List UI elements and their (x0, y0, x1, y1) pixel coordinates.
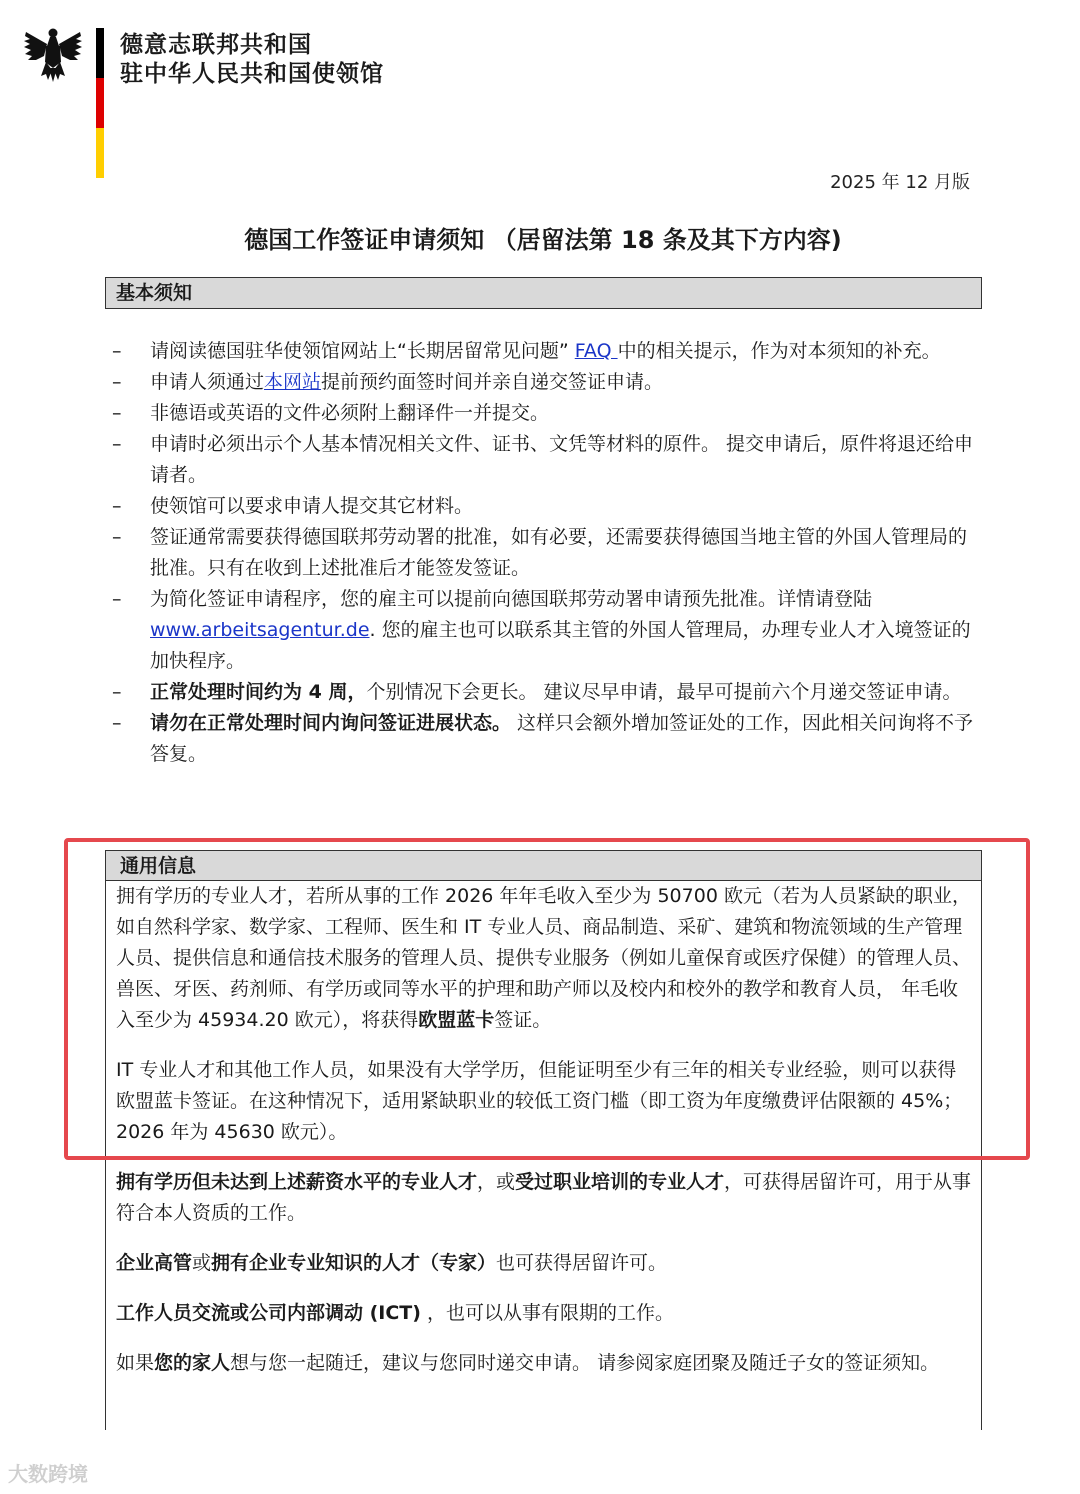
paragraph-qualified-workers: 拥有学历但未达到上述薪资水平的专业人才，或受过职业培训的专业人才，可获得居留许可，用于从事符合本人资质的工作。 (116, 1171, 972, 1224)
document-title: 德国工作签证申请须知 （居留法第 18 条及其下方内容) (244, 226, 842, 254)
watermark-text: 大数跨境 (8, 1462, 88, 1486)
section-heading-general: 通用信息 (105, 850, 982, 881)
highlight-annotation-box (64, 838, 1030, 1160)
list-item: – 为简化签证申请程序，您的雇主可以提前向德国联邦劳动署申请预先批准。详情请登陆 www.arbeitsagentur.de. 您的雇主也可以联系其主管的外国人管理局，办理专业人才入境签证的加快程序。 (112, 584, 980, 677)
list-item: – 申请时必须出示个人基本情况相关文件、证书、文凭等材料的原件。 提交申请后，原件将退还给申请者。 (112, 429, 980, 491)
section-heading-basic: 基本须知 (105, 277, 982, 309)
flag-gold-stripe (96, 128, 104, 178)
bullet-dash: – (112, 712, 122, 734)
german-flag-bar (96, 28, 104, 178)
bullet-dash: – (112, 681, 122, 703)
bullet-dash: – (112, 495, 122, 517)
bullet-dash: – (112, 371, 122, 393)
paragraph-it-professionals: IT 专业人才和其他工作人员，如果没有大学学历，但能证明至少有三年的相关专业经验，则可以获得欧盟蓝卡签证。在这种情况下，适用紧缺职业的较低工资门槛（即工资为年度缴费评估限额的 45%；2026 年为 45630 欧元）。 (116, 1059, 963, 1143)
paragraph-family: 如果您的家人想与您一起随迁，建议与您同时递交申请。 请参阅家庭团聚及随迁子女的签证须知。 (116, 1352, 940, 1374)
bullet-dash: – (112, 433, 122, 455)
appointment-website-link[interactable]: 本网站 (264, 371, 322, 393)
federal-eagle-logo (22, 24, 84, 84)
bullet-dash: – (112, 526, 122, 548)
list-item: – 正常处理时间约为 4 周，个别情况下会更长。 建议尽早申请，最早可提前六个月递交签证申请。 (112, 677, 980, 708)
list-item: – 申请人须通过本网站提前预约面签时间并亲自递交签证申请。 (112, 367, 980, 398)
list-item: – 非德语或英语的文件必须附上翻译件一并提交。 (112, 398, 980, 429)
paragraph-executives: 企业高管或拥有企业专业知识的人才（专家）也可获得居留许可。 (116, 1252, 668, 1274)
list-item: – 签证通常需要获得德国联邦劳动署的批准，如有必要，还需要获得德国当地主管的外国人管理局的批准。只有在收到上述批准后才能签发签证。 (112, 522, 980, 584)
arbeitsagentur-link[interactable]: www.arbeitsagentur.de (150, 619, 370, 641)
basic-info-list (112, 336, 980, 770)
edition-date: 2025 年 12 月版 (830, 172, 970, 193)
list-item: – 请勿在正常处理时间内询问签证进展状态。 这样只会额外增加签证处的工作，因此相关问询将不予答复。 (112, 708, 980, 770)
bullet-dash: – (112, 588, 122, 610)
embassy-name-line1: 德意志联邦共和国 (120, 32, 312, 58)
paragraph-ict: 工作人员交流或公司内部调动 (ICT) ，也可以从事有限期的工作。 (116, 1302, 675, 1324)
flag-black-stripe (96, 28, 104, 78)
faq-link[interactable]: FAQ (574, 340, 618, 362)
bullet-dash: – (112, 402, 122, 424)
flag-red-stripe (96, 78, 104, 128)
paragraph-eu-blue-card: 拥有学历的专业人才，若所从事的工作 2026 年年毛收入至少为 50700 欧元（若为人员紧缺的职业，如自然科学家、数学家、工程师、医生和 IT 专业人员、商品制造、采矿、建筑和物流领域的生产管理人员、提供信息和通信技术服务的管理人员、提供专业服务（例如儿童保育或医疗保健）的管理人员、兽医、牙医、药剂师、有学历或同等水平的护理和助产师以及校内和校外的教学和教育人员， 年毛收入至少为 45934.20 欧元），将获得欧盟蓝卡签证。 (116, 885, 972, 1031)
embassy-name-line2: 驻中华人民共和国使领馆 (120, 61, 384, 87)
bullet-dash: – (112, 340, 122, 362)
list-item: – 请阅读德国驻华使领馆网站上“长期居留常见问题” FAQ 中的相关提示，作为对本须知的补充。 (112, 336, 980, 367)
list-item: – 使领馆可以要求申请人提交其它材料。 (112, 491, 980, 522)
